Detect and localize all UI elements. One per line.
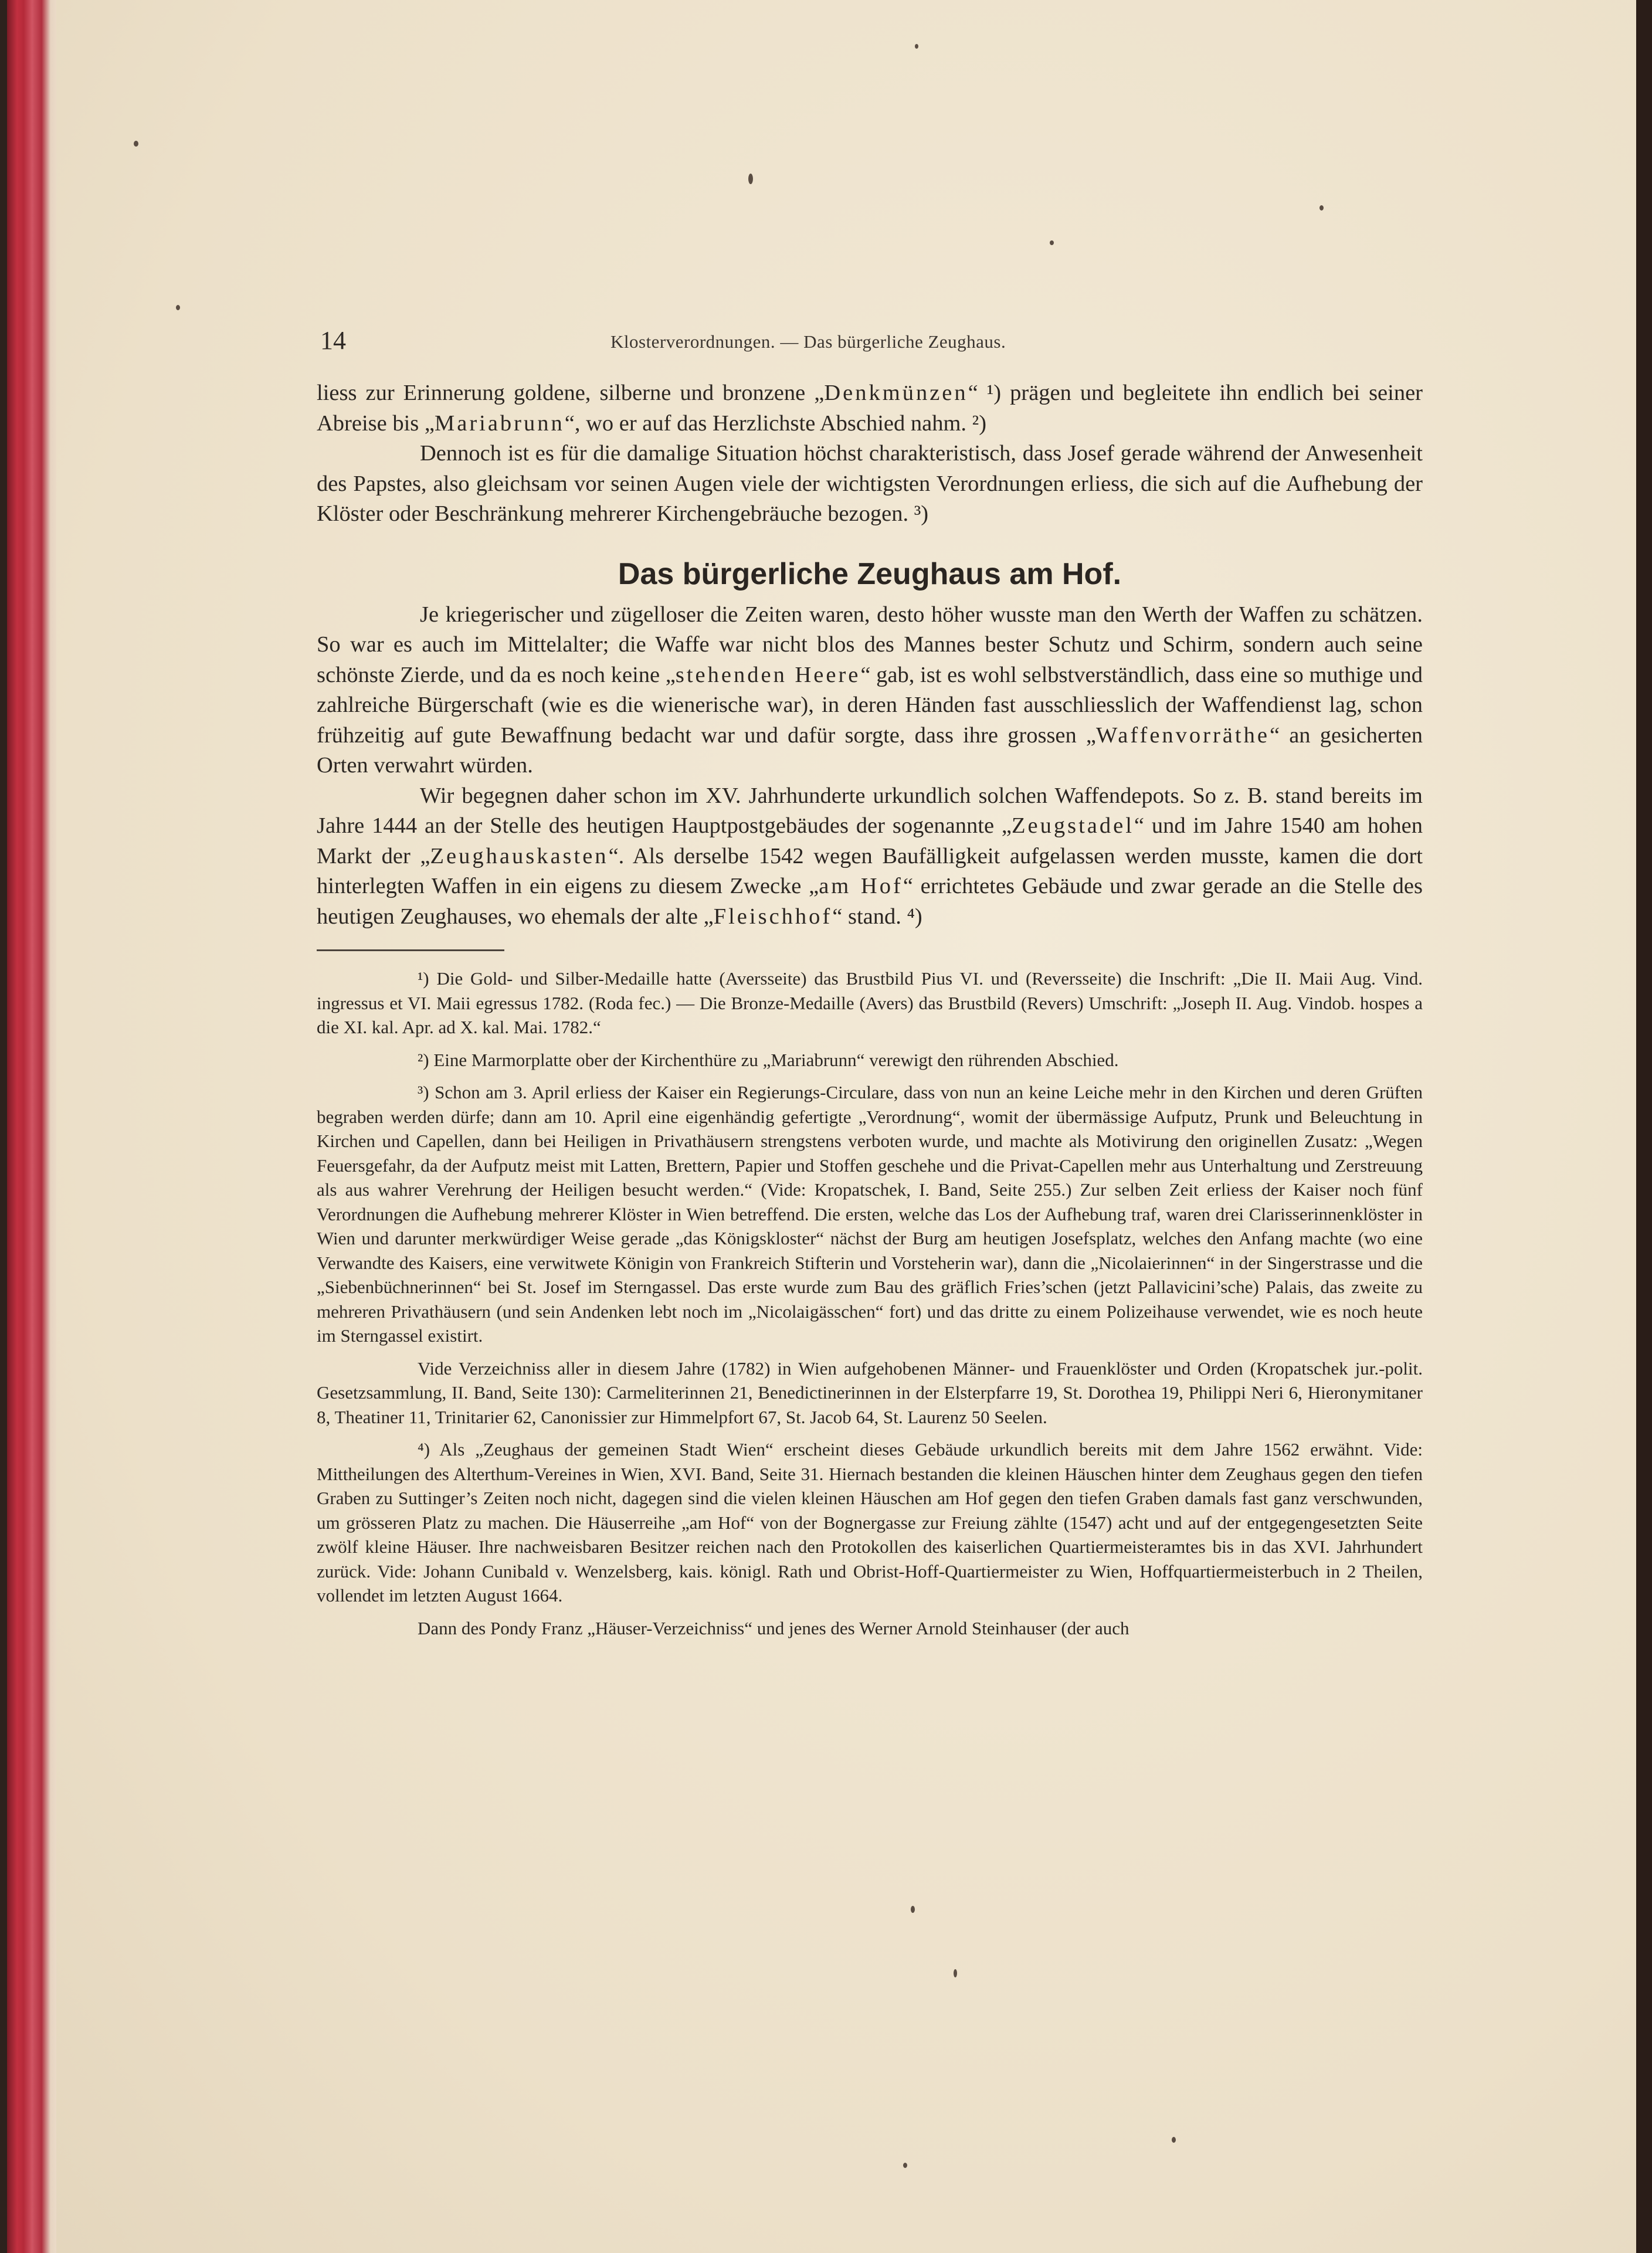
spaced-term: am Hof (819, 874, 903, 898)
footnote-text: Als „Zeughaus der gemeinen Stadt Wien“ erscheint dieses Gebäude urkundlich bereits mit dem Jahre 1562 erwähnt. Vide: Mittheilungen des Alterthum-Vereines in Wien, XVI. Band, Seite 31. Hiernach bestanden die kleinen Häuschen hinter dem Zeughaus gegen den tiefen Graben zu Suttinger’s Zeiten noch nicht, dagegen sind die vielen kleinen Häuschen am Hof gegen den tiefen Graben damals fast ganz verschwunden, um grösseren Platz zu machen. Die Häuserreihe „am Hof“ von der Bognergasse zur Freiung zählte (1547) acht und auf der entgegengesetzten Seite zwölf kleine Häuser. Ihre nachweisbaren Besitzer reichen nach den Protokollen des kaiserlichen Quartiermeisteramtes bis in das XVI. Jahrhundert zurück. Vide: Johann Cunibald v. Wenzelsberg, kais. königl. Rath und Obrist-Hoff-Quartiermeister zu Wien, Hoffquartiermeisterbuch in 2 Theilen, vollendet im letzten August 1664. (317, 1439, 1423, 1606)
paper-speck (903, 2163, 907, 2168)
footnote-text: Die Gold- und Silber-Medaille hatte (Aversseite) das Brustbild Pius VI. und (Reversseite) die Inschrift: „Die II. Maii Aug. Vind. ingressus et VI. Maii egressus 1782. (Roda fec.) — Die Bronze-Medaille (Avers) das Brustbild (Revers) Umschrift: „Joseph II. Aug. Vindob. hospes a die XI. kal. Apr. ad X. kal. Mai. 1782.“ (317, 968, 1423, 1037)
text-run: “ gab, ist es wohl selbstverständlich, dass eine so muthige und zahlreiche Bürgerschaft (wie es die wienerische war), in deren Händen fast ausschliesslich der Waffendienst lag, schon frühzeitig auf gute Bewaffnung bedacht war und dafür sorgte, dass ihre grossen „ (317, 662, 1423, 748)
text-run: “ stand. ⁴) (832, 904, 922, 929)
spaced-term: Fleischhof (713, 904, 833, 929)
footnote-mark: ²) (418, 1049, 429, 1070)
footnote-rule (317, 949, 504, 951)
footnote-3-continued: Vide Verzeichniss aller in diesem Jahre (1782) in Wien aufgehobenen Männer- und Frauenklöster und Orden (Kropatschek jur.-polit. Gesetzsammlung, II. Band, Seite 130): Carmeliterinnen 21, Benedictinerinnen in der Elsterpfarre 19, St. Dorothea 19, Philippi Neri 6, Hieronymitaner 8, Theatiner 11, Trinitarier 62, Canonissier zur Himmelpfort 67, St. Jacob 64, St. Laurenz 50 Seelen. (317, 1358, 1423, 1427)
section-title: Das bürgerliche Zeughaus am Hof. (618, 557, 1122, 591)
paper-speck (1319, 205, 1324, 211)
spaced-term: Denkmünzen (824, 381, 968, 405)
text-run: Wir begegnen daher schon im XV. Jahrhunderte urkundlich solchen Waffendepots. So z. B. stand bereits im Jahre 1444 an der Stelle des heutigen Hauptpostgebäudes der sogenannte „ (317, 783, 1423, 838)
paper-speck (176, 305, 180, 310)
footnote-3 (317, 1080, 1423, 1348)
spaced-term: Zeughauskasten (430, 843, 609, 868)
paper-speck (134, 141, 138, 147)
paragraph-3 (317, 600, 1423, 781)
running-title: Klosterverordnungen. — Das bürgerliche Zeughaus. (610, 331, 1006, 352)
spaced-term: Waffenvorräthe (1096, 722, 1270, 748)
footnote-4 (317, 1437, 1423, 1608)
page-content (317, 378, 1423, 1648)
paper-speck (748, 174, 753, 184)
footnote-mark: ⁴) (418, 1439, 430, 1460)
footnote-text: Schon am 3. April erliess der Kaiser ein Regierungs-Circulare, dass von nun an keine Leiche mehr in den Kirchen und deren Grüften begraben werden dürfe; dann am 10. April eine eigenhändig gefertigte „Verordnung“, womit der übermässige Aufputz, Prunk und Beleuchtung in Kirchen und Capellen, dann bei Heiligen in Privathäusern strengstens verboten wurde, und machte als Motivirung den originellen Zusatz: „Wegen Feuersgefahr, da der Aufputz meist mit Latten, Brettern, Papier und Stoffen geschehe und die Privat-Capellen mehr aus Unterhaltung und Zerstreuung als aus wahrer Verehrung der Heiligen besucht werden.“ (Vide: Kropatschek, I. Band, Seite 255.) Zur selben Zeit erliess der Kaiser noch fünf Verordnungen die Aufhebung mehrerer Klöster in Wien betreffend. Die ersten, welche das Los der Aufhebung traf, waren drei Clarisserinnenklöster in Wien und darunter merkwürdiger Weise gerade „das Königskloster“ nächst der Burg am heutigen Josefsplatz, welches den Anfang machte (wo eine Verwandte des Kaisers, eine verwitwete Königin von Frankreich Stifterin und Vorsteherin war), dann die „Nicolaierinnen“ in der Singerstrasse und die „Siebenbüchnerinnen“ bei St. Josef im Sterngassel. Das erste wurde zum Bau des gräflich Fries’schen (jetzt Pallavicini’sche) Palais, das zweite zu mehreren Privathäusern (und sein Andenken lebt noch im „Nicolaigässchen“ fort) und das dritte zu einem Polizeihause verwendet, wie es noch heute im Sterngassel existirt. (317, 1082, 1423, 1346)
spaced-term: Zeugstadel (1012, 813, 1134, 838)
footnote-2 (317, 1048, 1423, 1073)
text-run: “ und im Jahre 1540 am hohen Markt der „ (317, 813, 1423, 868)
text-run: “ an gesicherten Orten verwahrt würden. (317, 722, 1423, 778)
book-page-edge (7, 0, 63, 2253)
paper-speck (1050, 240, 1054, 245)
book-right-rim (1636, 0, 1652, 2253)
spaced-term: stehenden Heere (675, 662, 861, 687)
spaced-term: Mariabrunn (435, 410, 565, 436)
footnote-mark: ¹) (418, 968, 429, 989)
paragraph-2: Dennoch ist es für die damalige Situation höchst charakteristisch, dass Josef gerade während der Anwesenheit des Papstes, also gleichsam vor seinen Augen viele der wichtigsten Verordnungen erliess, die sich auf die Aufhebung der Klöster oder Beschränkung mehrerer Kirchengebräuche bezogen. ³) (317, 441, 1423, 526)
paper-speck (1172, 2137, 1176, 2143)
text-run: “, wo er auf das Herzlichste Abschied nahm. ²) (564, 410, 987, 436)
text-run: “ errichtetes Gebäude und zwar gerade an die Stelle des heutigen Zeughauses, wo ehemals der alte „ (317, 874, 1423, 929)
footnote-text: Eine Marmorplatte ober der Kirchenthüre zu „Mariabrunn“ verewigt den rührenden Abschied. (433, 1049, 1119, 1070)
footnote-mark: ³) (418, 1082, 429, 1102)
footnote-1 (317, 966, 1423, 1040)
text-run: “ ¹) prägen und begleitete ihn endlich bei seiner Abreise bis „ (317, 381, 1423, 436)
paper-speck (915, 44, 918, 49)
page-number: 14 (320, 326, 346, 355)
text-run: “. Als derselbe 1542 wegen Baufälligkeit aufgelassen werden musste, kamen die dort hinterlegten Waffen in ein eigens zu diesem Zwecke „ (317, 843, 1423, 898)
paper-speck (911, 1906, 915, 1913)
paper-speck (954, 1969, 957, 1977)
page-header (320, 325, 1423, 355)
text-run: Je kriegerischer und zügelloser die Zeiten waren, desto höher wusste man den Werth der Waffen zu schätzen. So war es auch im Mittelalter; die Waffe war nicht blos des Mannes bester Schutz und Schirm, sondern auch seine schönste Zierde, und da es noch keine „ (317, 602, 1423, 687)
text-run: liess zur Erinnerung goldene, silberne und bronzene „ (317, 381, 825, 405)
paragraph-4 (317, 781, 1423, 932)
paragraph-1 (317, 378, 1423, 439)
footnote-4-continued: Dann des Pondy Franz „Häuser-Verzeichniss“ und jenes des Werner Arnold Steinhauser (der auch (418, 1617, 1129, 1638)
